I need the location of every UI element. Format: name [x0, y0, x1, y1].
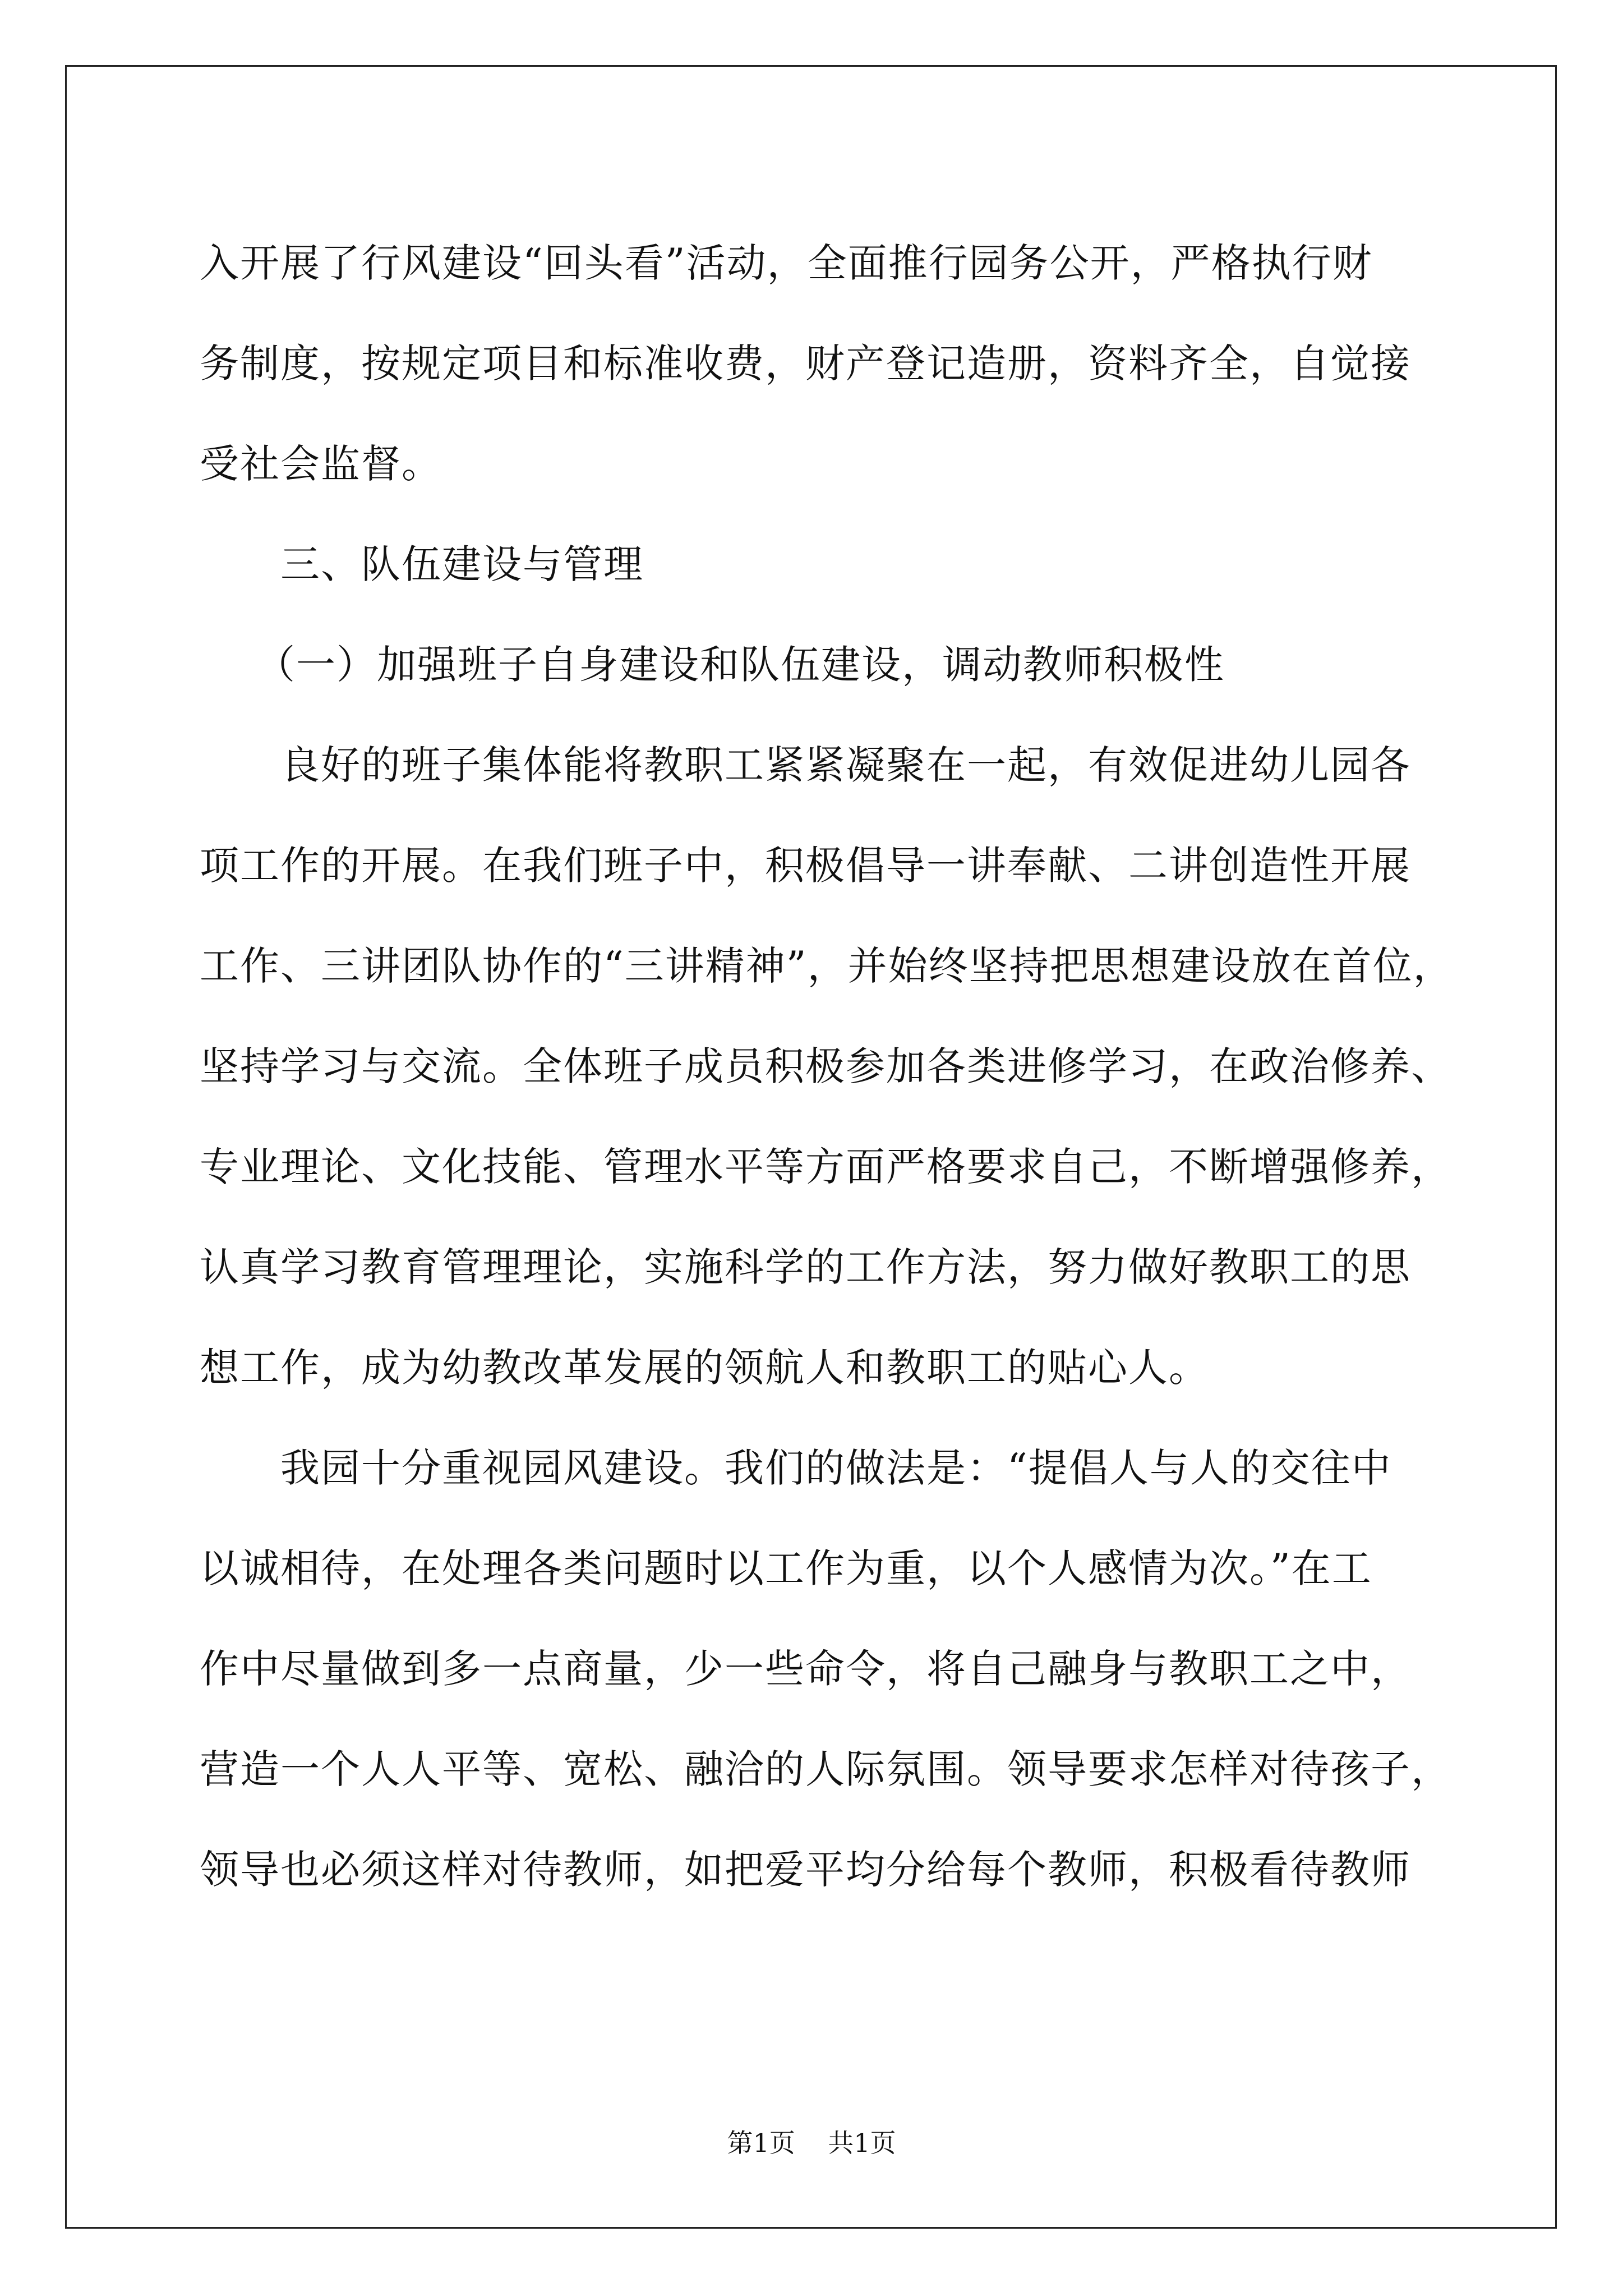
paragraph-line: 我园十分重视园风建设。我们的做法是：“提倡人与人的交往中 — [280, 1445, 1392, 1491]
paragraph-line: 以诚相待，在处理各类问题时以工作为重，以个人感情为次。”在工 — [200, 1545, 1372, 1591]
paragraph-line: 项工作的开展。在我们班子中，积极倡导一讲奉献、二讲创造性开展 — [200, 843, 1411, 889]
paragraph-line: 想工作，成为幼教改革发展的领航人和教职工的贴心人。 — [200, 1345, 1209, 1391]
paragraph-line: 务制度，按规定项目和标准收费，财产登记造册，资料齐全，自觉接 — [200, 341, 1411, 386]
document-body — [200, 213, 1454, 1920]
paragraph-line: 坚持学习与交流。全体班子成员积极参加各类进修学习，在政治修养、 — [200, 1043, 1451, 1089]
paragraph-line: 良好的班子集体能将教职工紧紧凝聚在一起，有效促进幼儿园各 — [280, 742, 1411, 788]
paragraph-line: 领导也必须这样对待教师，如把爱平均分给每个教师，积极看待教师 — [200, 1847, 1411, 1893]
paragraph-line: 营造一个人人平等、宽松、融洽的人际氛围。领导要求怎样对待孩子， — [200, 1746, 1451, 1792]
section-heading: 三、队伍建设与管理 — [280, 541, 644, 587]
subsection-heading: （一）加强班子自身建设和队伍建设，调动教师积极性 — [256, 642, 1225, 688]
paragraph-line: 作中尽量做到多一点商量，少一些命令，将自己融身与教职工之中， — [200, 1646, 1411, 1692]
paragraph-line: 认真学习教育管理理论，实施科学的工作方法，努力做好教职工的思 — [200, 1244, 1411, 1290]
paragraph-line: 入开展了行风建设“回头看”活动，全面推行园务公开，严格执行财 — [200, 240, 1373, 286]
paragraph-line: 受社会监督。 — [200, 441, 442, 487]
paragraph-line: 专业理论、文化技能、管理水平等方面严格要求自己，不断增强修养， — [200, 1144, 1451, 1190]
paragraph-line: 工作、三讲团队协作的“三讲精神”，并始终坚持把思想建设放在首位， — [200, 943, 1454, 989]
page-footer: 第1页 共1页 — [727, 2128, 896, 2158]
